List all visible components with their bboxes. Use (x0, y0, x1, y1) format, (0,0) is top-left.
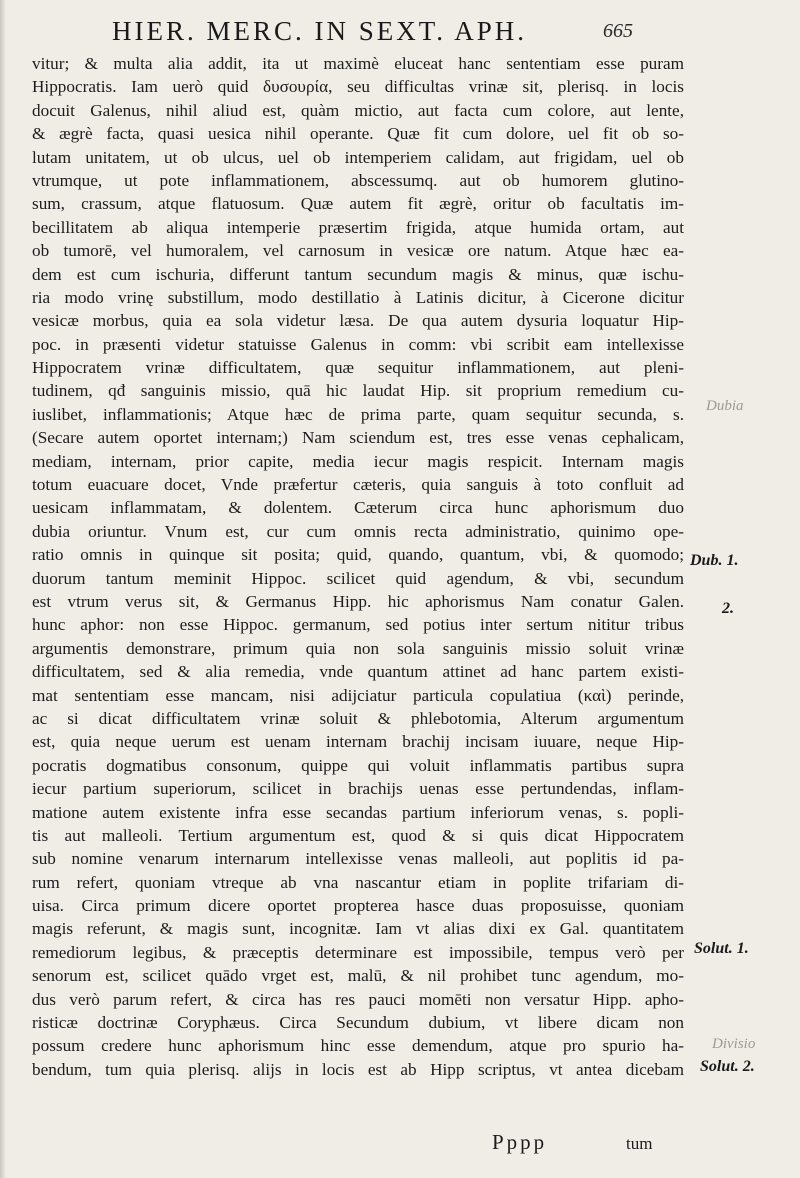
text-line: becillitatem ab aliqua intemperie præsertim frigida, atque humida ortam, aut (32, 217, 684, 237)
text-line: totum euacuare docet, Vnde præfertur cæteris, quia sanguis à toto confluit ad (32, 475, 684, 495)
text-line: ratio omnis in quinque sit posita; quid, quando, quantum, vbi, & quomodo; (32, 545, 684, 565)
text-line: dem est cum ischuria, differunt tantum secundum magis & minus, quæ ischu- (32, 264, 684, 284)
text-line: tudinem, qđ sanguinis missio, quā hic laudat Hip. sit proprium remedium cu- (32, 381, 684, 401)
text-line: Hippocratis. Iam uerò quid δυσουρία, seu difficultas vrinæ sit, plerisq. in locis (32, 77, 684, 97)
text-line: possum credere hunc aphorismum hinc esse demendum, atque pro spurio ha- (32, 1036, 684, 1056)
text-line: & ægrè facta, quasi uesica nihil operante. Quæ fit cum dolore, uel fit ob so- (32, 124, 684, 144)
text-line: remediorum legibus, & præceptis determinare est impossibile, tempus verò per (32, 942, 684, 962)
text-line: uisa. Circa primum dicere oportet propterea hasce duas proposuisse, quoniam (32, 896, 684, 916)
text-line: risticæ doctrinæ Coryphæus. Circa Secundum dubium, vt libere dicam non (32, 1013, 684, 1033)
text-line: vesicæ morbus, quia ea sola videtur læsa. De qua autem dysuria loquatur Hip- (32, 311, 684, 331)
text-line: ria modo vrinę substillum, modo destillatio à Latinis dicitur, à Cicerone dicitur (32, 287, 684, 307)
text-line: iecur partium superiorum, scilicet in brachijs uenas esse pertundendas, inflam- (32, 779, 684, 799)
catchword: tum (626, 1134, 653, 1153)
text-line: bendum, tum quia plerisq. alijs in locis est ab Hipp scriptus, vt antea dicebam (32, 1059, 684, 1079)
text-line: est vtrum verus sit, & Germanus Hipp. hic aphorismus Nam conatur Galen. (32, 591, 684, 611)
text-line: ob tumorē, vel humoralem, vel carnosum in vesicæ ore natum. Atque hæc ea- (32, 241, 684, 261)
text-line: Hippocratem vrinæ difficultatem, quæ sequitur inflammationem, aut pleni- (32, 358, 684, 378)
margin-note-solut-1: Solut. 1. (694, 940, 749, 957)
text-line: pocratis dogmatibus consonum, quippe qui voluit inflammatis partibus supra (32, 755, 684, 775)
text-line: magis referunt, & magis sunt, incognitæ. Iam vt alias dixi ex Gal. quantitatem (32, 919, 684, 939)
bleed-through-note-b: Divisio (712, 1036, 756, 1052)
margin-note-solut-2: Solut. 2. (700, 1058, 755, 1075)
text-line: hunc aphor: non esse Hippoc. germanum, sed potius inter sertum nititur tribus (32, 615, 684, 635)
page-number: 665 (603, 20, 633, 42)
text-line: mat sententiam esse mancam, nisi adijciatur particula copulatiua (καὶ) perinde, (32, 685, 684, 705)
text-line: ac si dicat difficultatem vrinæ soluit & phlebotomia, Alterum argumentum (32, 708, 684, 728)
text-line: duorum tantum meminit Hippoc. scilicet quid agendum, & vbi, secundum (32, 568, 684, 588)
text-line: difficultatem, sed & alia remedia, vnde quantum attinet ad hanc partem existi- (32, 662, 684, 682)
signature-mark: Pppp (492, 1130, 548, 1154)
text-line: sub nomine venarum internarum intellexisse venas malleoli, aut poplitis id pa- (32, 849, 684, 869)
text-line: vitur; & multa alia addit, ita ut maximè eluceat hanc sententiam esse puram (32, 54, 684, 73)
page-gutter-shadow (0, 0, 6, 1178)
margin-note-dub-1: Dub. 1. (690, 552, 739, 569)
text-line: mediam, internam, prior capite, media iecur magis respicit. Internam magis (32, 451, 684, 471)
text-line: sum, crassum, atque flatuosum. Quæ autem fit ægrè, oritur ob facultatis im- (32, 194, 684, 214)
text-line: (Secare autem oportet internam;) Nam sciendum est, tres esse venas cephalicam, (32, 428, 684, 448)
text-line: poc. in præsenti videtur statuisse Galenus in comm: vbi scribit eam intellexisse (32, 334, 684, 354)
text-line: uesicam inflammatam, & dolentem. Cæterum circa hunc aphorismum duo (32, 498, 684, 518)
margin-note-dub-2: 2. (722, 600, 734, 617)
page-header (0, 14, 800, 48)
text-line: dubia oriuntur. Vnum est, cur cum omnis recta administratio, quinimo ope- (32, 521, 684, 541)
text-line: lutam unitatem, ut ob ulcus, uel ob intemperiem calidam, aut frigidam, uel ob (32, 147, 684, 167)
text-line: senorum est, scilicet quādo vrget est, malū, & nil prohibet tunc agendum, mo- (32, 966, 684, 986)
text-line: docuit Galenus, nihil aliud est, quàm mictio, aut facta cum colore, aut lente, (32, 100, 684, 120)
body-text (32, 52, 684, 1081)
text-line: tis aut malleoli. Tertium argumentum est, quod & si quis dicat Hippocratem (32, 825, 684, 845)
text-line: iuslibet, inflammationis; Atque hæc de prima parte, quam sequitur secunda, s. (32, 404, 684, 424)
bleed-through-note-a: Dubia (706, 398, 744, 414)
text-line: dus verò parum refert, & circa has res pauci momēti non versatur Hipp. apho- (32, 989, 684, 1009)
text-line: matione autem existente infra esse secandas partium inferiorum venas, s. popli- (32, 802, 684, 822)
text-line: rum refert, quoniam vtreque ab vna nascantur etiam in poplite trifariam di- (32, 872, 684, 892)
text-line: vtrumque, ut pote inflammationem, abscessumq. aut ob humorem glutino- (32, 170, 684, 190)
text-line: est, quia neque uerum est uenam internam brachij incisam iuuare, neque Hip- (32, 732, 684, 752)
running-head: HIER. MERC. IN SEXT. APH. (112, 16, 528, 46)
page-footer (0, 1126, 800, 1166)
text-line: argumentis demonstrare, primum quia non sola sanguinis missio soluit vrinæ (32, 638, 684, 658)
